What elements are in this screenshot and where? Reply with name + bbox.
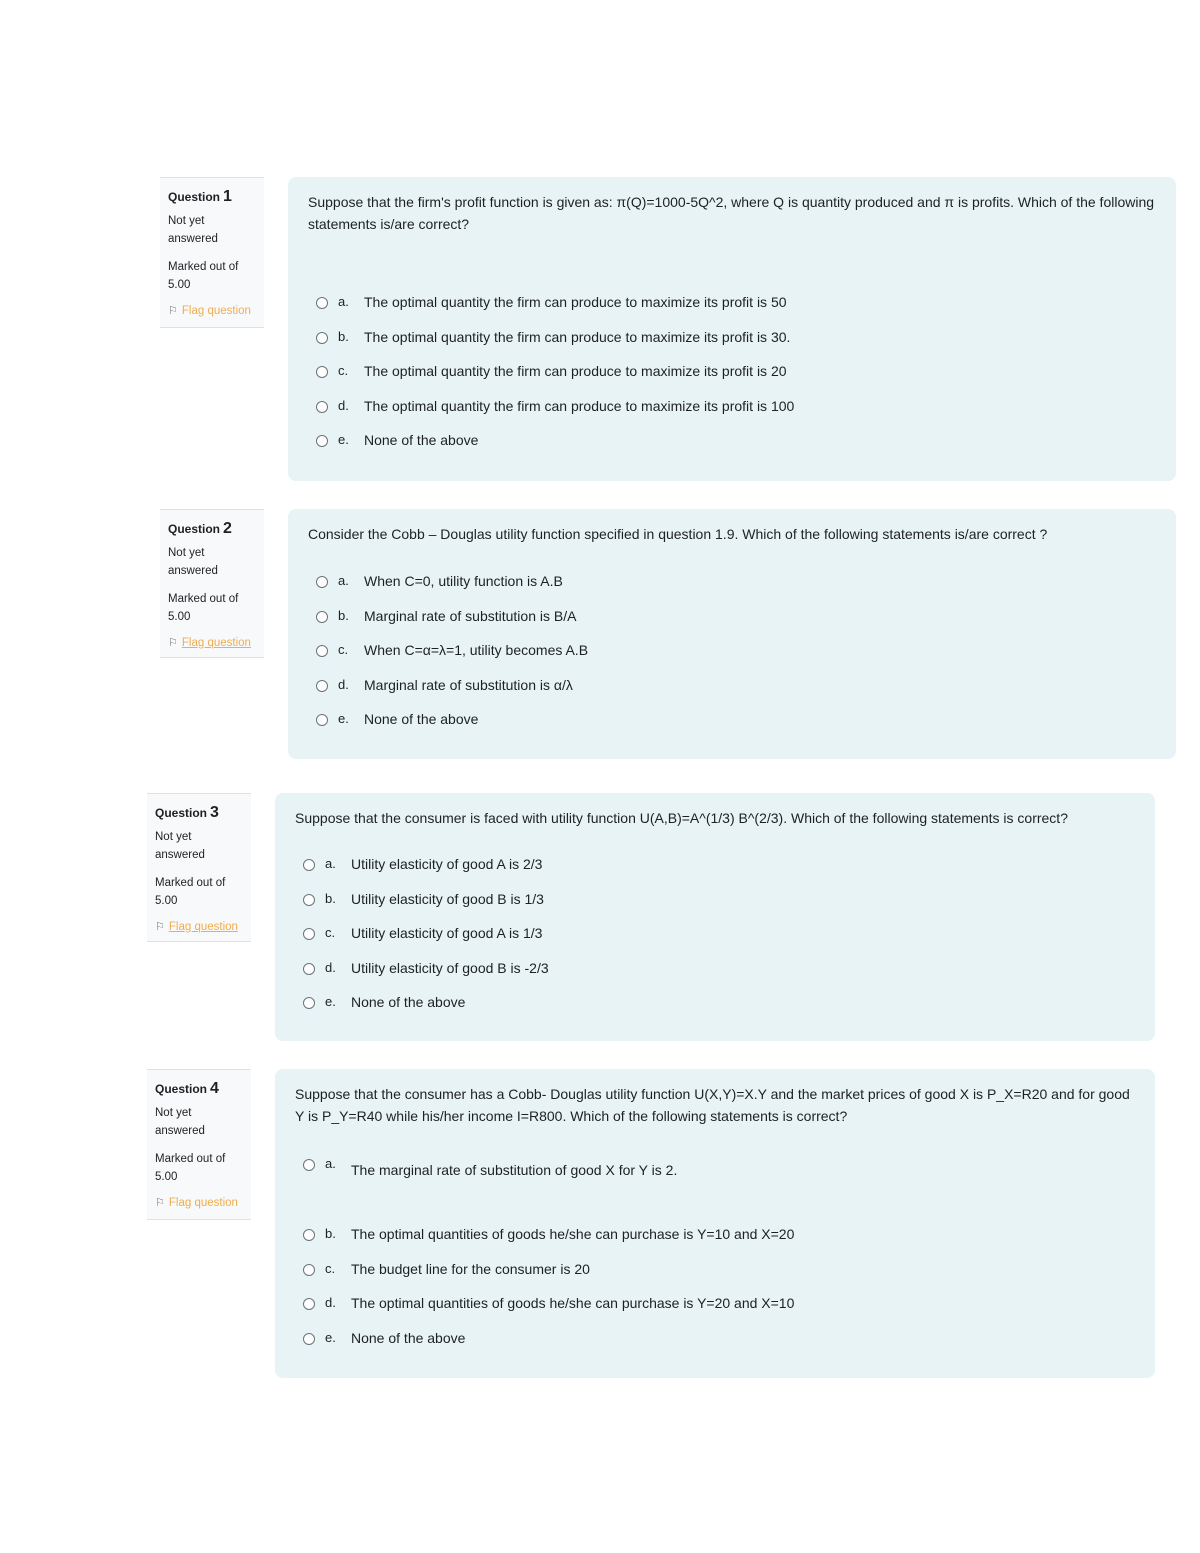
answer-text: The budget line for the consumer is 20	[351, 1260, 590, 1277]
radio-button[interactable]	[316, 297, 328, 309]
question-text: Suppose that the consumer is faced with utility function U(A,B)=A^(1/3) B^(2/3). Which of the following statements is correct?	[295, 810, 1068, 826]
answer-text: Utility elasticity of good B is -2/3	[351, 959, 549, 976]
flag-icon: ⚐	[155, 1197, 165, 1209]
answer-option-d[interactable]: d. The optimal quantities of goods he/she can purchase is Y=20 and X=10	[303, 1295, 794, 1330]
answer-text: Utility elasticity of good A is 2/3	[351, 856, 543, 872]
answer-text: None of the above	[351, 994, 466, 1010]
answer-text: The optimal quantity the firm can produce to maximize its profit is 50	[364, 294, 787, 310]
question-grade: Marked out of 5.00	[155, 1153, 226, 1183]
answer-text: The marginal rate of substitution of good X for Y is 2.	[351, 1162, 678, 1178]
answer-option-e[interactable]: e. None of the above	[316, 432, 794, 467]
radio-button[interactable]	[303, 997, 315, 1009]
radio-button[interactable]	[303, 1159, 315, 1171]
question-info-1	[160, 177, 264, 328]
radio-button[interactable]	[303, 894, 315, 906]
question-info-3	[147, 793, 251, 942]
question-state: Not yet answered	[155, 1107, 205, 1137]
answer-list	[316, 294, 794, 467]
answer-option-c[interactable]: c. When C=α=λ=1, utility becomes A.B	[316, 642, 588, 677]
answer-option-b[interactable]: b. The optimal quantities of goods he/she can purchase is Y=10 and X=20	[303, 1226, 794, 1261]
answer-option-e[interactable]: e. None of the above	[316, 711, 588, 746]
question-content-2	[288, 509, 1176, 759]
answer-text: The optimal quantities of goods he/she can purchase is Y=10 and X=20	[351, 1226, 795, 1242]
radio-button[interactable]	[316, 435, 328, 447]
question-text: Suppose that the consumer has a Cobb- Douglas utility function U(X,Y)=X.Y and the market prices of good X is P_X=R20 and for good Y is P_Y=R40 while his/her income I=R800. Which of the following statements is correct?	[295, 1086, 1130, 1124]
radio-button[interactable]	[316, 680, 328, 692]
radio-button[interactable]	[303, 1333, 315, 1345]
question-state: Not yet answered	[168, 547, 218, 577]
question-grade: Marked out of 5.00	[168, 261, 239, 291]
answer-option-a[interactable]: a. When C=0, utility function is A.B	[316, 573, 588, 608]
answer-option-c[interactable]: c. Utility elasticity of good A is 1/3	[303, 925, 549, 960]
answer-text: Utility elasticity of good B is 1/3	[351, 890, 544, 907]
flag-question-button[interactable]	[168, 304, 264, 317]
answer-text: When C=0, utility function is A.B	[364, 573, 563, 589]
flag-question-label: Flag question	[181, 636, 251, 649]
answer-option-e[interactable]: e. None of the above	[303, 1330, 794, 1365]
radio-button[interactable]	[316, 576, 328, 588]
question-number: Question 2	[168, 520, 232, 537]
answer-text: When C=α=λ=1, utility becomes A.B	[364, 642, 589, 658]
answer-option-a[interactable]: a. The marginal rate of substitution of good X for Y is 2.	[303, 1156, 794, 1226]
answer-option-b[interactable]: b. Marginal rate of substitution is B/A	[316, 608, 588, 643]
answer-text: The optimal quantity the firm can produce to maximize its profit is 20	[364, 363, 787, 379]
answer-text: None of the above	[364, 711, 479, 727]
answer-option-c[interactable]: c. The budget line for the consumer is 20	[303, 1261, 794, 1296]
answer-text: None of the above	[364, 432, 479, 448]
flag-icon: ⚐	[168, 305, 178, 317]
answer-text: Utility elasticity of good A is 1/3	[351, 925, 543, 941]
question-grade: Marked out of 5.00	[168, 593, 239, 623]
answer-text: Marginal rate of substitution is α/λ	[364, 676, 573, 693]
flag-question-button[interactable]	[155, 1196, 251, 1209]
question-number: Question 3	[155, 804, 219, 821]
flag-icon: ⚐	[155, 921, 165, 933]
answer-option-e[interactable]: e. None of the above	[303, 994, 549, 1029]
question-content-3	[275, 793, 1155, 1041]
radio-button[interactable]	[316, 366, 328, 378]
question-content-1	[288, 177, 1176, 481]
answer-option-b[interactable]: b. Utility elasticity of good B is 1/3	[303, 891, 549, 926]
flag-question-button[interactable]	[155, 920, 251, 933]
flag-question-label: Flag question	[168, 920, 238, 933]
answer-option-a[interactable]: a. Utility elasticity of good A is 2/3	[303, 856, 549, 891]
question-state: Not yet answered	[155, 831, 205, 861]
radio-button[interactable]	[303, 963, 315, 975]
answer-text: The optimal quantities of goods he/she can purchase is Y=20 and X=10	[351, 1295, 795, 1311]
radio-button[interactable]	[316, 332, 328, 344]
answer-option-c[interactable]: c. The optimal quantity the firm can produce to maximize its profit is 20	[316, 363, 794, 398]
flag-question-label: Flag question	[168, 1196, 238, 1209]
radio-button[interactable]	[316, 611, 328, 623]
radio-button[interactable]	[316, 645, 328, 657]
radio-button[interactable]	[303, 1264, 315, 1276]
question-state: Not yet answered	[168, 215, 218, 245]
answer-option-d[interactable]: d. Marginal rate of substitution is α/λ	[316, 677, 588, 712]
radio-button[interactable]	[303, 1298, 315, 1310]
radio-button[interactable]	[316, 714, 328, 726]
answer-option-d[interactable]: d. The optimal quantity the firm can produce to maximize its profit is 100	[316, 398, 794, 433]
radio-button[interactable]	[303, 1229, 315, 1241]
question-text: Consider the Cobb – Douglas utility function specified in question 1.9. Which of the following statements is/are correct ?	[308, 526, 1048, 542]
question-grade: Marked out of 5.00	[155, 877, 226, 907]
radio-button[interactable]	[303, 859, 315, 871]
answer-list	[303, 1156, 794, 1364]
radio-button[interactable]	[303, 928, 315, 940]
answer-list	[316, 573, 588, 746]
answer-text: The optimal quantity the firm can produce to maximize its profit is 100	[364, 397, 795, 414]
question-info-4	[147, 1069, 251, 1220]
question-number: Question 1	[168, 188, 232, 205]
answer-option-d[interactable]: d. Utility elasticity of good B is -2/3	[303, 960, 549, 995]
answer-option-a[interactable]: a. The optimal quantity the firm can produce to maximize its profit is 50	[316, 294, 794, 329]
question-content-4	[275, 1069, 1155, 1378]
answer-text: Marginal rate of substitution is B/A	[364, 607, 577, 624]
question-number: Question 4	[155, 1080, 219, 1097]
question-info-2	[160, 509, 264, 658]
answer-text: The optimal quantity the firm can produce to maximize its profit is 30.	[364, 328, 791, 345]
question-text: Suppose that the firm's profit function is given as: π(Q)=1000-5Q^2, where Q is quantity produced and π is profits. Which of the following statements is/are correct?	[308, 194, 1155, 232]
answer-list	[303, 856, 549, 1029]
answer-option-b[interactable]: b. The optimal quantity the firm can produce to maximize its profit is 30.	[316, 329, 794, 364]
radio-button[interactable]	[316, 401, 328, 413]
flag-question-button[interactable]	[168, 636, 264, 649]
flag-icon: ⚐	[168, 637, 178, 649]
answer-text: None of the above	[351, 1329, 466, 1346]
flag-question-label: Flag question	[181, 304, 251, 317]
